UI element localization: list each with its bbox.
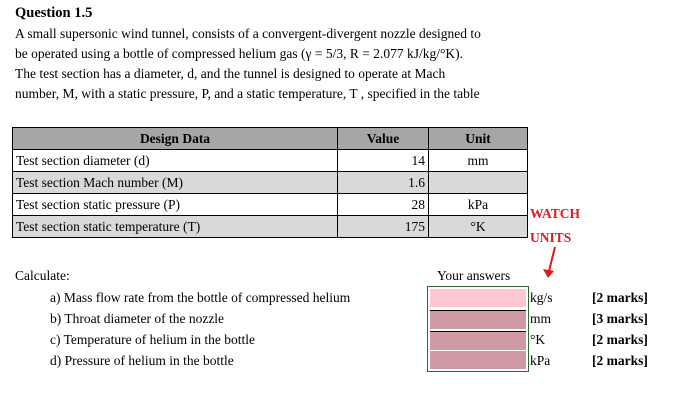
watch-units-warning [530,202,580,250]
answers-box [427,286,529,372]
question-item-a: a) Mass flow rate from the bottle of compressed helium [50,290,351,305]
header-design-data: Design Data [13,128,338,150]
marks-a: [2 marks] [592,290,648,305]
intro-line: be operated using a bottle of compressed helium gas (γ = 5/3, R = 2.077 kJ/kg/°K). [15,46,464,61]
answer-input-a[interactable] [430,289,526,307]
row-value: 175 [338,216,429,238]
row-label: Test section static pressure (P) [13,194,338,216]
table-row [13,172,528,194]
question-item-c: c) Temperature of helium in the bottle [50,332,255,347]
red-arrow-icon [540,245,562,281]
question-intro [15,24,535,104]
row-unit: kPa [429,194,528,216]
table-row [13,150,528,172]
intro-line: The test section has a diameter, d, and the tunnel is designed to operate at Mach [15,66,446,81]
row-label: Test section diameter (d) [13,150,338,172]
answer-unit-a: kg/s [530,290,553,305]
answer-unit-b: mm [530,311,552,326]
answer-input-b[interactable] [430,310,526,329]
table-row [13,216,528,238]
row-label: Test section static temperature (T) [13,216,338,238]
warning-line: WATCH [530,206,581,221]
table-row [13,194,528,216]
table-header-row [13,128,528,150]
question-item-d: d) Pressure of helium in the bottle [50,353,234,368]
marks-d: [2 marks] [592,353,648,368]
marks-b: [3 marks] [592,311,648,326]
row-unit [429,172,528,194]
answer-input-c[interactable] [430,331,526,350]
answer-unit-c: °K [530,332,546,347]
warning-line: UNITS [530,230,572,245]
intro-line: number, M, with a static pressure, P, and a static temperature, T , specified in the table [15,86,480,101]
header-unit: Unit [429,128,528,150]
header-value: Value [338,128,429,150]
question-title: Question 1.5 [15,5,93,21]
intro-line: A small supersonic wind tunnel, consists of a convergent-divergent nozzle designed to [15,26,481,41]
question-item-b: b) Throat diameter of the nozzle [50,311,225,326]
row-unit: °K [429,216,528,238]
answer-input-d[interactable] [430,351,526,369]
calculate-label: Calculate: [15,268,70,283]
design-data-table [12,127,528,238]
row-label: Test section Mach number (M) [13,172,338,194]
row-value: 14 [338,150,429,172]
answer-unit-d: kPa [530,353,551,368]
row-value: 28 [338,194,429,216]
answers-heading: Your answers [437,268,511,283]
marks-c: [2 marks] [592,332,648,347]
row-value: 1.6 [338,172,429,194]
row-unit: mm [429,150,528,172]
